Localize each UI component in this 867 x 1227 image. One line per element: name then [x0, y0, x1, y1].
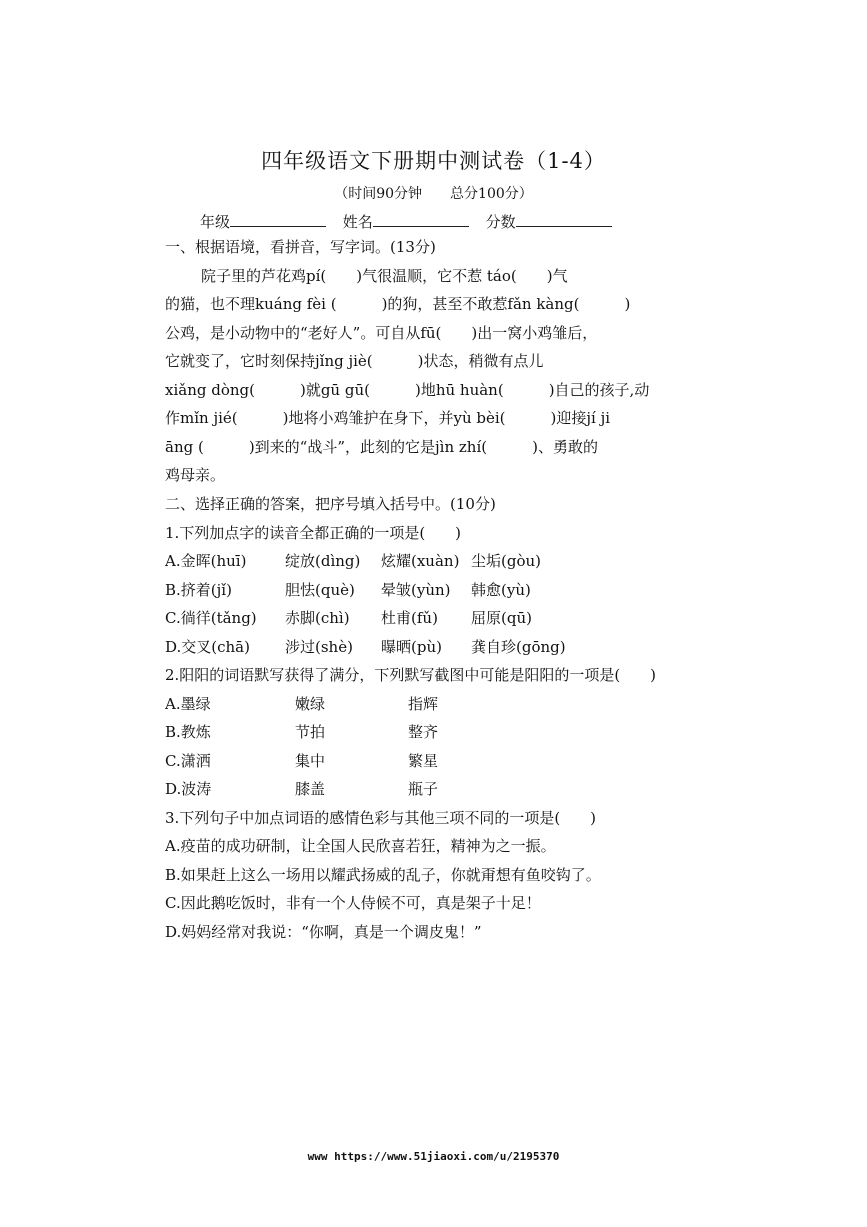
question-3-option-c[interactable]: C.因此鹅吃饭时，非有一个人侍候不可，真是架子十足！ — [165, 894, 541, 912]
option-word: 节拍 — [295, 723, 326, 741]
question-2-option-b[interactable] — [165, 718, 655, 747]
question-1-stem: 1.下列加点字的读音全都正确的一项是( ) — [165, 523, 462, 542]
option-word: 整齐 — [408, 723, 439, 741]
option-word: 曝晒(pù) — [381, 637, 442, 656]
option-word: C.徜徉(tǎng) — [165, 609, 257, 627]
option-word: 繁星 — [408, 751, 439, 770]
option-word: C.潇洒 — [165, 751, 211, 770]
option-word: 晕皱(yùn) — [381, 580, 451, 599]
question-2-option-d[interactable] — [165, 775, 655, 804]
score-label: 分数 — [485, 213, 516, 231]
passage-line: 院子里的芦花鸡pí( )气很温顺，它不惹 táo( )气 — [201, 266, 568, 285]
footer-url[interactable]: www https://www.51jiaoxi.com/u/2195370 — [307, 1150, 560, 1163]
question-1-option-a[interactable] — [165, 547, 655, 576]
question-1-option-b[interactable] — [165, 576, 655, 605]
question-3-option-d[interactable]: D.妈妈经常对我说：“你啊，真是一个调皮鬼！” — [165, 922, 482, 941]
name-blank[interactable] — [373, 212, 469, 227]
student-info-row — [200, 211, 624, 232]
passage-line: 它就变了，它时刻保持jǐng jiè( )状态，稍微有点儿 — [165, 352, 544, 370]
option-word: 胆怯(què) — [285, 580, 355, 599]
passage-line: 的猫，也不理kuáng fèi ( )的狗，甚至不敢惹fǎn kàng( ) — [165, 295, 631, 313]
option-word: 尘垢(gòu) — [471, 552, 541, 570]
option-word: 涉过(shè) — [285, 637, 353, 656]
option-word: B.挤着(jǐ) — [165, 580, 232, 599]
option-word: 瓶子 — [408, 780, 439, 798]
question-3-option-b[interactable]: B.如果赶上这么一场用以耀武扬威的乱子，你就甭想有鱼咬钩了。 — [165, 865, 601, 884]
section-2 — [165, 490, 655, 946]
passage-line: xiǎng dòng( )就gū gū( )地hū huàn( )自己的孩子,动 — [165, 380, 650, 399]
passage-line: 公鸡，是小动物中的“老好人”。可自从fū( )出一窝小鸡雏后， — [165, 323, 598, 342]
grade-label: 年级 — [200, 213, 231, 231]
option-word: D.波涛 — [165, 780, 212, 798]
section-1-heading: 一、根据语境，看拼音，写字词。(13分) — [165, 238, 436, 256]
option-word: 指辉 — [408, 694, 439, 713]
option-word: 杜甫(fǔ) — [381, 609, 438, 627]
option-word: 韩愈(yù) — [471, 580, 531, 599]
option-word: 屈原(qū) — [471, 609, 532, 627]
section-1 — [165, 233, 655, 490]
question-3-stem: 3.下列句子中加点词语的感情色彩与其他三项不同的一项是( ) — [165, 808, 597, 827]
section-2-heading: 二、选择正确的答案，把序号填入括号中。(10分) — [165, 495, 496, 513]
option-word: 集中 — [295, 751, 326, 770]
score-blank[interactable] — [516, 212, 612, 227]
grade-blank[interactable] — [230, 212, 326, 227]
question-2-option-c[interactable] — [165, 747, 655, 776]
option-word: 炫耀(xuàn) — [381, 552, 460, 570]
question-2-stem: 2.阳阳的词语默写获得了满分，下列默写截图中可能是阳阳的一项是( ) — [165, 666, 657, 684]
option-word: 嫩绿 — [295, 694, 326, 713]
exam-subtitle: （时间90分钟 总分100分） — [334, 186, 533, 202]
option-word: 绽放(dìng) — [285, 552, 361, 570]
passage-line: 鸡母亲。 — [165, 466, 226, 484]
option-word: B.教炼 — [165, 723, 211, 741]
exam-title: 四年级语文下册期中测试卷（1-4） — [261, 149, 606, 173]
question-3-option-a[interactable]: A.疫苗的成功研制，让全国人民欣喜若狂，精神为之一振。 — [165, 837, 556, 855]
option-word: 膝盖 — [295, 780, 326, 798]
option-word: A.墨绿 — [165, 694, 211, 713]
passage-line: āng ( )到来的“战斗”，此刻的它是jìn zhí( )、勇敢的 — [165, 437, 598, 456]
question-1-option-d[interactable] — [165, 633, 655, 662]
option-word: 赤脚(chì) — [285, 609, 350, 627]
name-label: 姓名 — [342, 213, 373, 231]
option-word: D.交叉(chā) — [165, 637, 250, 656]
question-2-option-a[interactable] — [165, 690, 655, 719]
option-word: A.金晖(huī) — [165, 552, 247, 570]
question-1-option-c[interactable] — [165, 604, 655, 633]
option-word: 龚自珍(gōng) — [471, 637, 566, 656]
passage-line: 作mǐn jié( )地将小鸡雏护在身下，并yù bèi( )迎接jí ji — [165, 409, 611, 427]
